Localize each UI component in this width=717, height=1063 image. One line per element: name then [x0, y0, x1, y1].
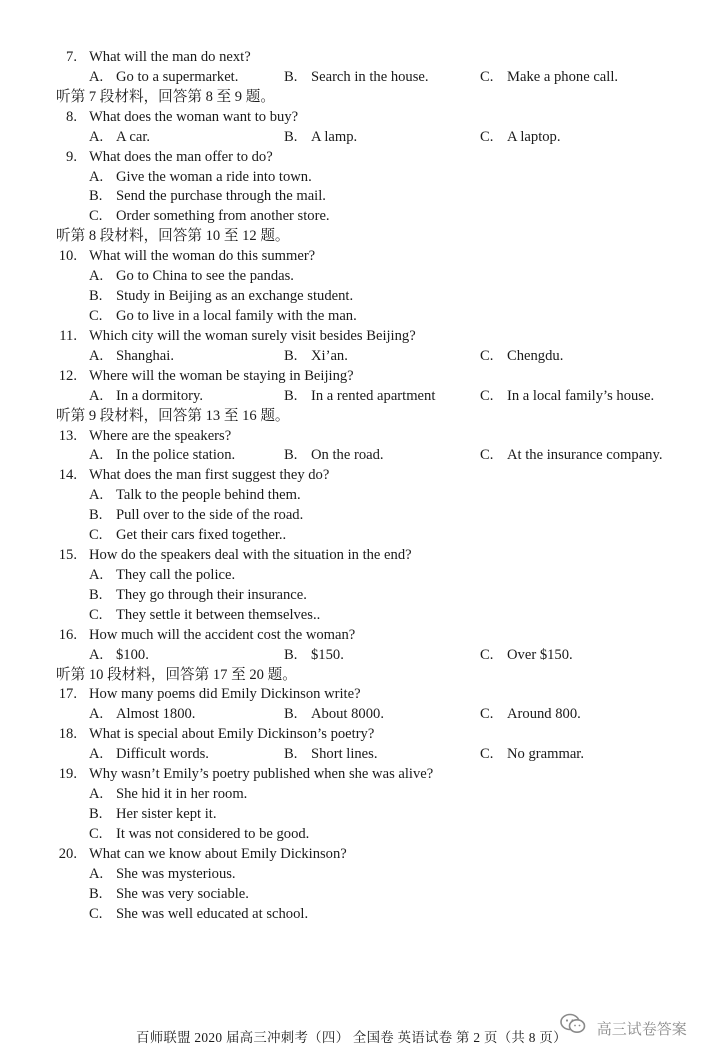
question-stem	[0, 684, 717, 704]
watermark	[560, 1012, 687, 1046]
wechat-icon	[560, 1013, 586, 1047]
question-number: 10.	[58, 248, 77, 265]
option	[89, 605, 320, 625]
option-row	[0, 565, 717, 585]
option-row	[0, 206, 717, 226]
question-number: 7.	[66, 49, 77, 65]
question-number: 11.	[59, 327, 77, 344]
option-letter: A.	[89, 347, 104, 364]
option-text: No grammar.	[507, 746, 585, 763]
option-row	[0, 605, 717, 625]
option-text: Give the woman a ride into town.	[116, 168, 312, 185]
option-letter: A.	[89, 128, 104, 145]
option	[89, 904, 308, 924]
question-text: What does the man offer to do?	[89, 148, 273, 165]
question-number: 14.	[58, 467, 77, 484]
option-text: She was mysterious.	[116, 865, 236, 882]
question-text: What will the woman do this summer?	[89, 248, 316, 265]
option-row	[0, 306, 717, 326]
option-letter: A.	[89, 566, 104, 583]
question-number: 9.	[66, 148, 77, 165]
option	[89, 167, 312, 187]
question-text: How do the speakers deal with the situation in the end?	[89, 547, 412, 563]
option	[89, 346, 174, 366]
option	[284, 445, 384, 465]
option-letter: B.	[89, 288, 103, 304]
option-letter: B.	[284, 347, 298, 364]
option-text: She was well educated at school.	[116, 905, 309, 922]
option	[284, 744, 377, 764]
question-stem	[0, 47, 717, 67]
option-row	[0, 824, 717, 844]
section-instruction: 听第 7 段材料，回答第 8 至 9 题。	[56, 88, 275, 105]
option-text: Make a phone call.	[507, 68, 619, 85]
option-text: They call the police.	[116, 566, 236, 583]
question-number: 15.	[58, 547, 77, 563]
option	[284, 127, 357, 147]
question-number: 12.	[58, 367, 77, 384]
option-letter: B.	[284, 387, 298, 404]
option	[480, 346, 563, 366]
option	[89, 266, 294, 286]
option-text: They settle it between themselves..	[116, 606, 321, 623]
option-text: In a local family’s house.	[507, 387, 655, 404]
option-text: It was not considered to be good.	[116, 825, 310, 842]
option-letter: C.	[480, 387, 494, 404]
option	[480, 127, 561, 147]
question-stem	[0, 426, 717, 446]
option-letter: A.	[89, 168, 104, 185]
question-stem	[0, 625, 717, 645]
option	[480, 67, 618, 87]
option-text: Around 800.	[507, 706, 581, 723]
option-row	[0, 704, 717, 724]
option-letter: A.	[89, 447, 104, 464]
option-row	[0, 167, 717, 187]
option	[284, 704, 384, 724]
option-text: Get their cars fixed together..	[116, 527, 287, 544]
option	[89, 784, 247, 804]
question-stem	[0, 724, 717, 744]
option-letter: B.	[284, 746, 298, 763]
option-letter: A.	[89, 387, 104, 404]
option-row	[0, 286, 717, 306]
question-text: What can we know about Emily Dickinson?	[89, 845, 347, 862]
option-letter: C.	[480, 447, 494, 464]
question-text: What does the man first suggest they do?	[89, 467, 330, 484]
option-text: Almost 1800.	[116, 706, 196, 723]
option-letter: C.	[480, 347, 494, 364]
option	[284, 386, 435, 406]
option-row	[0, 744, 717, 764]
option	[89, 744, 209, 764]
option-text: A laptop.	[507, 128, 561, 145]
option-letter: A.	[89, 786, 104, 802]
option-row	[0, 784, 717, 804]
option-letter: C.	[89, 825, 103, 842]
section-instruction: 听第 10 段材料，回答第 17 至 20 题。	[56, 666, 297, 683]
option	[89, 864, 236, 884]
question-number: 13.	[58, 427, 77, 444]
option-text: Chengdu.	[507, 347, 564, 364]
option-text: In the police station.	[116, 447, 236, 464]
question-text: Where will the woman be staying in Beijing?	[89, 367, 354, 384]
question-number: 19.	[58, 766, 77, 783]
option-row	[0, 186, 717, 206]
option-text: About 8000.	[311, 706, 384, 723]
option-letter: A.	[89, 68, 104, 85]
question-text: Why wasn’t Emily’s poetry published when she was alive?	[89, 766, 434, 783]
option-text: Study in Beijing as an exchange student.	[116, 288, 354, 304]
option-text: In a dormitory.	[116, 387, 203, 404]
question-number: 18.	[58, 726, 77, 743]
question-stem	[0, 147, 717, 167]
option-letter: C.	[89, 606, 103, 623]
option-row	[0, 864, 717, 884]
option-row	[0, 386, 717, 406]
question-text: How many poems did Emily Dickinson write?	[89, 686, 361, 703]
option-letter: A.	[89, 487, 104, 504]
option-text: Her sister kept it.	[116, 806, 217, 822]
option-letter: C.	[480, 128, 494, 145]
option-row	[0, 585, 717, 605]
option	[89, 525, 286, 545]
option-text: $100.	[116, 646, 149, 663]
question-stem	[0, 545, 717, 565]
option	[480, 744, 584, 764]
question-number: 8.	[66, 108, 77, 125]
option-row	[0, 445, 717, 465]
option-text: Shanghai.	[116, 347, 174, 364]
option	[89, 884, 249, 904]
footer-text: 百师联盟 2020 届高三冲刺考（四） 全国卷 英语试卷 第 2 页（共 8 页）	[136, 1030, 567, 1045]
option-text: Go to China to see the pandas.	[116, 268, 294, 285]
option-letter: B.	[89, 188, 103, 205]
option-row	[0, 525, 717, 545]
option-row	[0, 904, 717, 924]
option	[89, 485, 301, 505]
option-letter: B.	[284, 706, 298, 723]
question-stem	[0, 764, 717, 784]
option-letter: B.	[284, 447, 298, 464]
option-text: Send the purchase through the mail.	[116, 188, 326, 205]
option-text: Xi’an.	[311, 347, 348, 364]
option	[89, 206, 330, 226]
option	[89, 127, 150, 147]
option	[89, 565, 235, 585]
option	[89, 186, 326, 206]
option-text: They go through their insurance.	[116, 586, 307, 603]
question-text: What will the man do next?	[89, 49, 251, 65]
question-stem	[0, 465, 717, 485]
option	[89, 386, 203, 406]
option-text: Go to a supermarket.	[116, 68, 239, 85]
option-letter: A.	[89, 865, 104, 882]
option-text: A lamp.	[311, 128, 358, 145]
option-letter: A.	[89, 706, 104, 723]
question-stem	[0, 366, 717, 386]
option	[89, 585, 307, 605]
option-letter: A.	[89, 746, 104, 763]
option-text: Short lines.	[311, 746, 378, 763]
question-text: Where are the speakers?	[89, 427, 232, 444]
option-text: Order something from another store.	[116, 208, 330, 225]
section-heading	[0, 226, 717, 246]
option-text: Pull over to the side of the road.	[116, 507, 304, 524]
option-text: $150.	[311, 646, 344, 663]
section-heading	[0, 665, 717, 685]
option-text: Talk to the people behind them.	[116, 487, 301, 504]
question-text: Which city will the woman surely visit besides Beijing?	[89, 327, 416, 344]
option-letter: A.	[89, 268, 104, 285]
option-row	[0, 127, 717, 147]
option	[284, 645, 344, 665]
question-text: What is special about Emily Dickinson’s poetry?	[89, 726, 375, 743]
option-row	[0, 485, 717, 505]
option	[89, 505, 303, 525]
option-letter: B.	[284, 128, 298, 145]
option-letter: C.	[480, 68, 494, 85]
option	[89, 286, 353, 306]
option-letter: B.	[89, 806, 103, 822]
section-instruction: 听第 9 段材料，回答第 13 至 16 题。	[56, 407, 290, 424]
option-row	[0, 645, 717, 665]
question-stem	[0, 107, 717, 127]
option-row	[0, 346, 717, 366]
option-letter: C.	[480, 646, 494, 663]
option	[480, 704, 581, 724]
option	[89, 804, 217, 824]
option-letter: B.	[89, 507, 103, 524]
option	[284, 346, 348, 366]
option	[284, 67, 429, 87]
question-stem	[0, 844, 717, 864]
option	[89, 445, 235, 465]
question-number: 17.	[58, 686, 77, 703]
option	[480, 445, 662, 465]
section-heading	[0, 87, 717, 107]
question-stem	[0, 246, 717, 266]
option-letter: C.	[89, 905, 103, 922]
option-letter: B.	[89, 885, 103, 902]
option-row	[0, 67, 717, 87]
option-row	[0, 505, 717, 525]
option	[89, 67, 238, 87]
option-text: At the insurance company.	[507, 447, 663, 464]
option-letter: C.	[89, 208, 103, 225]
option-text: Difficult words.	[116, 746, 209, 763]
option-text: She was very sociable.	[116, 885, 249, 902]
option-letter: C.	[89, 527, 103, 544]
option-text: Search in the house.	[311, 68, 429, 85]
question-number: 20.	[58, 845, 77, 862]
watermark-text: 高三试卷答案	[596, 1020, 687, 1038]
question-stem	[0, 326, 717, 346]
option-letter: C.	[480, 746, 494, 763]
option-text: Go to live in a local family with the man.	[116, 308, 357, 324]
option-text: A car.	[116, 128, 151, 145]
option	[89, 824, 309, 844]
option	[89, 645, 149, 665]
section-instruction: 听第 8 段材料，回答第 10 至 12 题。	[56, 228, 290, 245]
option-letter: B.	[284, 646, 298, 663]
option-text: On the road.	[311, 447, 384, 464]
option-letter: B.	[89, 586, 103, 603]
question-number: 16.	[58, 626, 77, 643]
option-row	[0, 804, 717, 824]
option-text: Over $150.	[507, 646, 573, 663]
option	[480, 386, 654, 406]
option-row	[0, 884, 717, 904]
option-text: In a rented apartment	[311, 387, 436, 404]
option	[89, 306, 357, 326]
option	[89, 704, 195, 724]
option-letter: C.	[480, 706, 494, 723]
option	[480, 645, 573, 665]
option-text: She hid it in her room.	[116, 786, 248, 802]
option-letter: A.	[89, 646, 104, 663]
section-heading	[0, 406, 717, 426]
question-text: How much will the accident cost the woman?	[89, 626, 356, 643]
option-letter: B.	[284, 68, 298, 85]
question-text: What does the woman want to buy?	[89, 108, 299, 125]
option-letter: C.	[89, 308, 103, 324]
option-row	[0, 266, 717, 286]
